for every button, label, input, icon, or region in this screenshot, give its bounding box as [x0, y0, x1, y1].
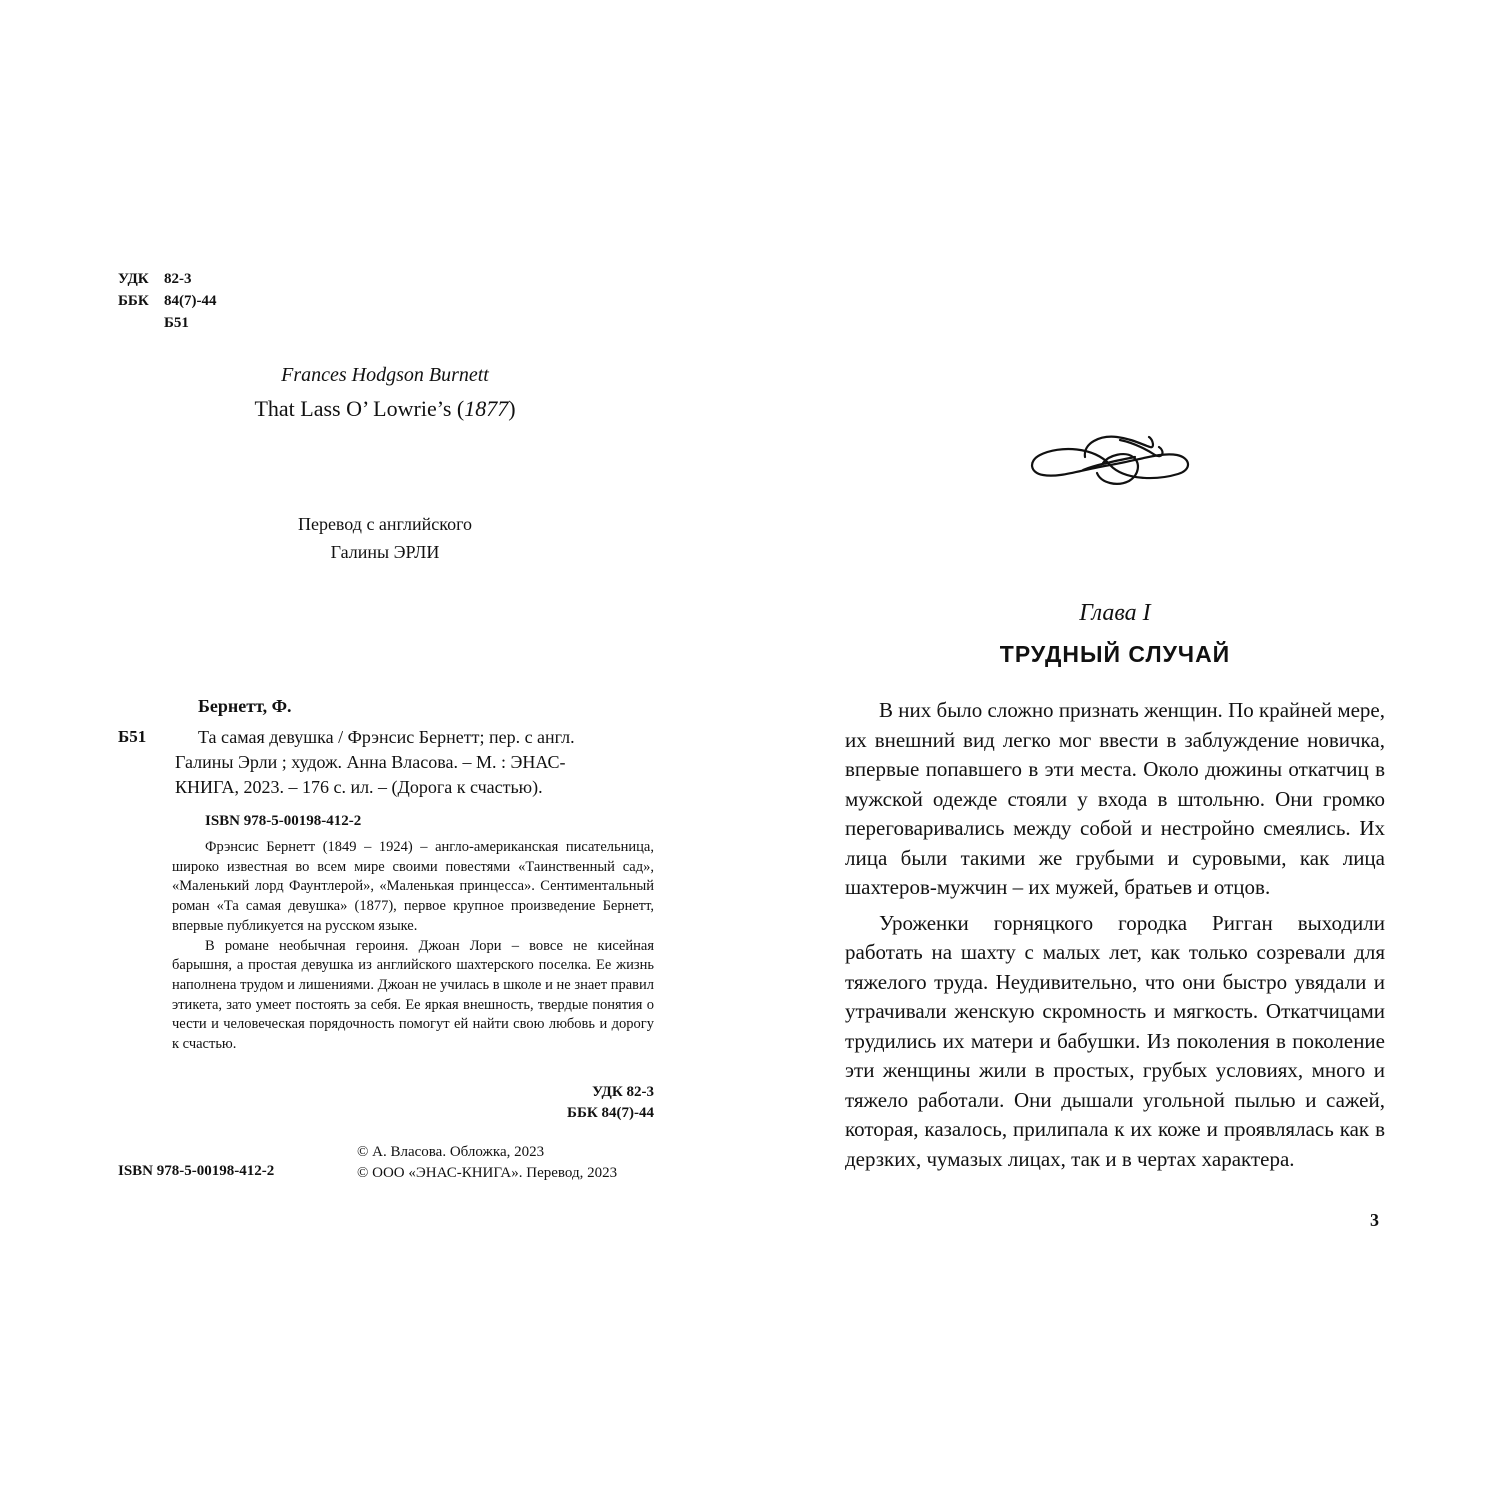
udk-label: УДК: [118, 271, 149, 287]
footer-udk: УДК 82-3: [592, 1084, 654, 1100]
page-number: 3: [1370, 1210, 1379, 1230]
classification-footer: [452, 1082, 654, 1124]
copyright-line-2: © ООО «ЭНАС-КНИГА». Перевод, 2023: [357, 1165, 618, 1181]
original-title-close: ): [508, 396, 516, 421]
chapter-number: Глава I: [1079, 600, 1151, 626]
record-line-2: Галины Эрли ; худож. Анна Власова. – М. : ЭНАС-: [175, 752, 566, 772]
translation-line-2: Галины ЭРЛИ: [330, 542, 440, 562]
bibliographic-record: [175, 725, 653, 800]
flourish-ornament-icon: [1025, 425, 1195, 495]
footer-bbk: ББК 84(7)-44: [567, 1105, 654, 1121]
udk-value: 82-3: [164, 271, 192, 287]
record-sign: Б51: [118, 727, 147, 746]
author-sign: Б51: [164, 315, 189, 331]
annotation-paragraph-1: Фрэнсис Бернетт (1849 – 1924) – англо-американская писательница, широко известная во всем мире своими повестями «Таинственный сад», «Маленький лорд Фаунтлерой», «Маленькая принцесса». Сентиментальный роман «Та самая девушка» (1877), первое крупное произведение Бернетт, впервые публикуется на русском языке.: [172, 839, 654, 934]
isbn-footer: ISBN 978-5-00198-412-2: [118, 1163, 275, 1179]
classification-block: [118, 268, 217, 334]
record-author-heading: Бернетт, Ф.: [198, 696, 292, 716]
translation-line-1: Перевод с английского: [297, 514, 473, 534]
original-title-text: That Lass O’ Lowrie’s (: [254, 396, 465, 421]
annotation-paragraph-2: В романе необычная героиня. Джоан Лори – вовсе не кисейная барышня, а простая девушка из английского шахтерского поселка. Ее жизнь наполнена трудом и лишениями. Джоан не училась в школе и не знает правил этикета, зато умеет постоять за себя. Ее яркая внешность, твердые понятия о чести и человеческая порядочность помогут ей найти свою любовь и дорогу к счастью.: [172, 937, 654, 1053]
original-title: [200, 396, 570, 422]
record-line-3: КНИГА, 2023. – 176 с. ил. – (Дорога к счастью).: [175, 777, 543, 797]
record-line-1: Та самая девушка / Фрэнсис Бернетт; пер. с англ.: [198, 727, 575, 747]
copyright-block: [357, 1142, 617, 1184]
record-isbn: ISBN 978-5-00198-412-2: [205, 813, 362, 829]
original-year: 1877: [464, 396, 509, 421]
body-paragraph-2: Уроженки горняцкого городка Ригган выходили работать на шахту с малых лет, как только созревали для тяжелого труда. Неудивительно, что они быстро увядали и утрачивали женскую скромность и мягкость. Откатчицами трудились их матери и бабушки. Из поколения в поколение эти женщины жили в простых, грубых условиях, много и тяжело работали. Они дышали угольной пылью и сажей, которая, казалось, прилипала к их коже и проявлялась как в дерзких, чумазых лицах, так и в чертах характера.: [845, 910, 1385, 1171]
original-author: Frances Hodgson Burnett: [281, 364, 489, 386]
chapter-title: ТРУДНЫЙ СЛУЧАЙ: [999, 641, 1231, 667]
chapter-body: [845, 696, 1385, 1174]
copyright-line-1: © А. Власова. Обложка, 2023: [357, 1144, 545, 1160]
translation-credit: [200, 510, 570, 566]
body-paragraph-1: В них было сложно признать женщин. По крайней мере, их внешний вид легко мог ввести в заблуждение новичка, впервые попавшего в эти места. Около дюжины откатчиц в мужской одежде стояли у входа в штольню. Они громко переговаривались между собой и нестройно смеялись. Их лица были такими же грубыми и суровыми, как лица шахтеров-мужчин – их мужей, братьев и отцов.: [845, 698, 1385, 899]
bbk-value: 84(7)-44: [164, 293, 217, 309]
bbk-label: ББК: [118, 293, 149, 309]
annotation: [172, 838, 654, 1055]
